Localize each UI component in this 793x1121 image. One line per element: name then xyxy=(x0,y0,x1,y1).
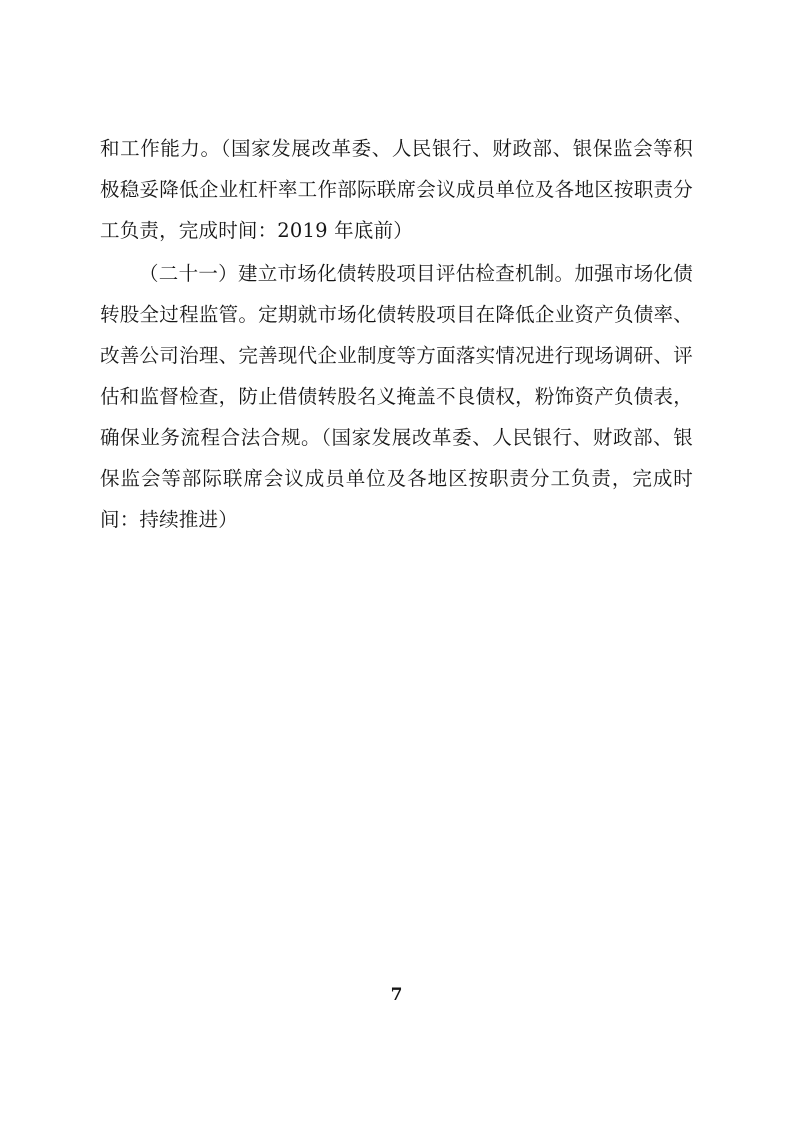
paragraph-continued: 和工作能力。（国家发展改革委、人民银行、财政部、银保监会等积极稳妥降低企业杠杆率工作部际联席会议成员单位及各地区按职责分工负责，完成时间：2019 年底前） xyxy=(100,137,693,242)
page-number: 7 xyxy=(390,985,403,1005)
document-body xyxy=(100,128,693,540)
paragraph-section-21: （二十一）建立市场化债转股项目评估检查机制。加强市场化债转股全过程监管。定期就市场化债转股项目在降低企业资产负债率、改善公司治理、完善现代企业制度等方面落实情况进行现场调研、评估和监督检查，防止借债转股名义掩盖不良债权，粉饰资产负债表，确保业务流程合法合规。（国家发展改革委、人民银行、财政部、银保监会等部际联席会议成员单位及各地区按职责分工负责，完成时间：持续推进） xyxy=(100,262,693,531)
